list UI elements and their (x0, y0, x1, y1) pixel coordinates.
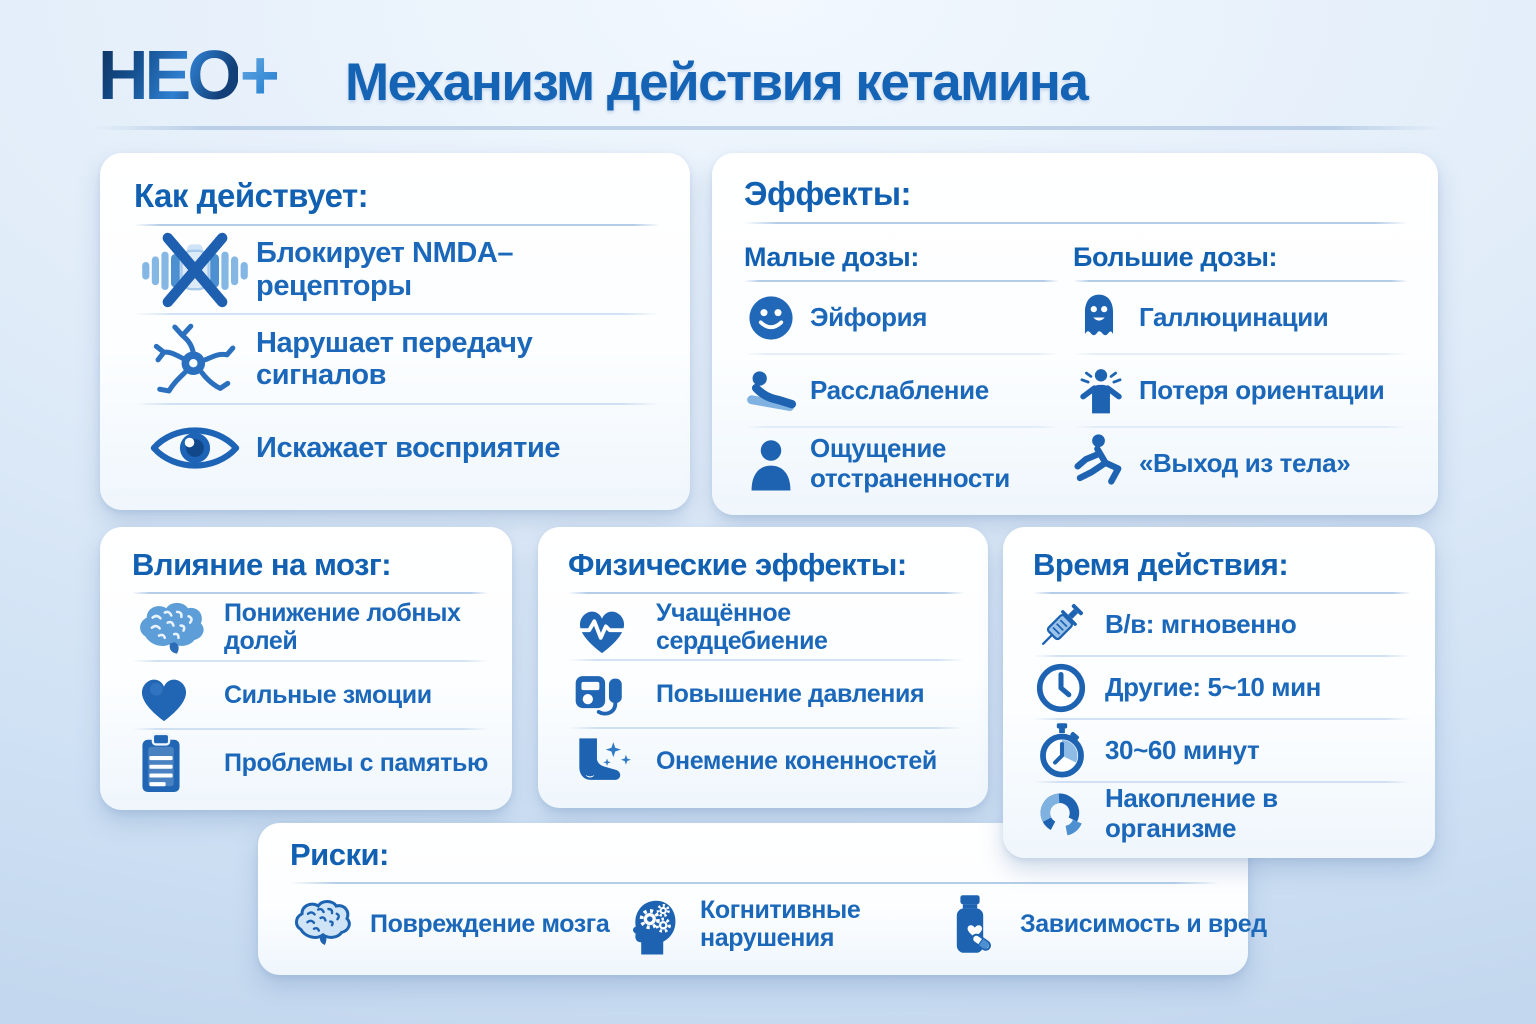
nmda-receptor-blocked-icon (134, 230, 256, 310)
card-brain-impact (100, 527, 512, 810)
page-title: Механизм действия кетамина (345, 53, 1088, 112)
item-label: Учащённое сердцебиение (656, 598, 828, 655)
list-item (132, 662, 488, 728)
item-label: В/в: мгновенно (1105, 608, 1297, 639)
card-title: Как действует: (134, 177, 369, 214)
item-label: Сильные змоции (224, 681, 432, 709)
list-item (1073, 355, 1408, 426)
list-item (744, 428, 1059, 499)
damaged-brain-icon (290, 896, 370, 952)
item-label: Потеря ориентации (1139, 374, 1385, 405)
header-divider (92, 126, 1442, 130)
list-item (1033, 594, 1411, 655)
item-label: Ощущение отстраненности (810, 433, 1010, 493)
item-label: Повреждение мозга (370, 909, 610, 938)
list-item (134, 405, 660, 492)
syringe-icon (1033, 596, 1105, 654)
disoriented-person-icon (1073, 363, 1139, 419)
item-label: Онемение коненностей (656, 747, 937, 776)
item-label: Расслабление (810, 374, 989, 405)
head-gears-icon (620, 891, 700, 957)
card-title: Влияние на мозг: (132, 547, 392, 582)
card-title: Эффекты: (744, 175, 911, 212)
out-of-body-icon (1073, 431, 1139, 497)
numb-foot-icon (568, 730, 656, 792)
list-item (132, 594, 488, 660)
item-label: Понижение лобных долей (224, 599, 461, 655)
brain-icon (132, 596, 224, 658)
list-item (1033, 657, 1411, 718)
list-item (1033, 720, 1411, 781)
item-label: Проблемы с памятью (224, 749, 488, 777)
list-item (134, 226, 660, 313)
card-how-it-works (100, 153, 690, 510)
divider (1073, 426, 1408, 428)
clipboard-icon (132, 730, 224, 796)
card-duration (1003, 527, 1435, 858)
blood-pressure-icon (568, 662, 656, 726)
large-doses-column (1073, 230, 1408, 499)
list-item (568, 661, 964, 726)
item-label: Нарушает передачу сигналов (256, 326, 533, 391)
column-title: Малые дозы: (744, 242, 919, 272)
logo-plus-icon: + (239, 36, 277, 114)
item-label: Искажает восприятие (256, 432, 561, 465)
item-label: Эйфория (810, 301, 928, 332)
item-label: «Выход из тела» (1139, 447, 1351, 478)
item-label: 30~60 минут (1105, 734, 1260, 765)
divider (744, 426, 1059, 428)
list-item (1073, 282, 1408, 353)
neuron-icon (134, 317, 256, 401)
heartbeat-icon (568, 597, 656, 657)
list-item (290, 896, 620, 952)
item-label: Зависимость и вред (1020, 909, 1267, 938)
smiley-face-icon (744, 291, 810, 345)
list-item (132, 730, 488, 796)
card-title: Время действия: (1033, 547, 1289, 582)
item-label: Блокирует NMDA–рецепторы (256, 237, 514, 302)
item-label: Другие: 5~10 мин (1105, 671, 1321, 702)
list-item (134, 315, 660, 402)
small-doses-column (744, 230, 1059, 499)
pill-bottle-icon (940, 891, 1020, 957)
card-effects (712, 153, 1438, 515)
donut-chart-icon (1033, 786, 1105, 842)
list-item (744, 355, 1059, 426)
list-item (568, 594, 964, 659)
clock-icon (1033, 660, 1105, 716)
divider (744, 222, 1408, 224)
list-item (1033, 783, 1411, 844)
divider (744, 353, 1059, 355)
eye-icon (134, 415, 256, 481)
item-label: Накопление в организме (1105, 783, 1278, 843)
item-label: Когнитивные нарушения (700, 895, 861, 952)
list-item (744, 282, 1059, 353)
reclining-person-icon (744, 363, 810, 419)
item-label: Повышение давления (656, 679, 925, 708)
card-title: Риски: (290, 837, 389, 872)
item-label: Галлюцинации (1139, 301, 1329, 332)
list-item (1073, 428, 1408, 499)
divider (1073, 353, 1408, 355)
list-item (568, 729, 964, 794)
stopwatch-icon (1033, 721, 1105, 781)
list-item (620, 891, 940, 957)
card-title: Физические эффекты: (568, 547, 907, 582)
card-physical-effects (538, 527, 988, 808)
logo-text: НЕО (98, 36, 238, 114)
column-title: Большие дозы: (1073, 242, 1278, 272)
ghost-icon (1073, 290, 1139, 346)
neo-plus-logo (98, 36, 277, 114)
heart-icon (132, 665, 224, 725)
list-item (940, 891, 1267, 957)
person-silhouette-icon (744, 435, 810, 493)
